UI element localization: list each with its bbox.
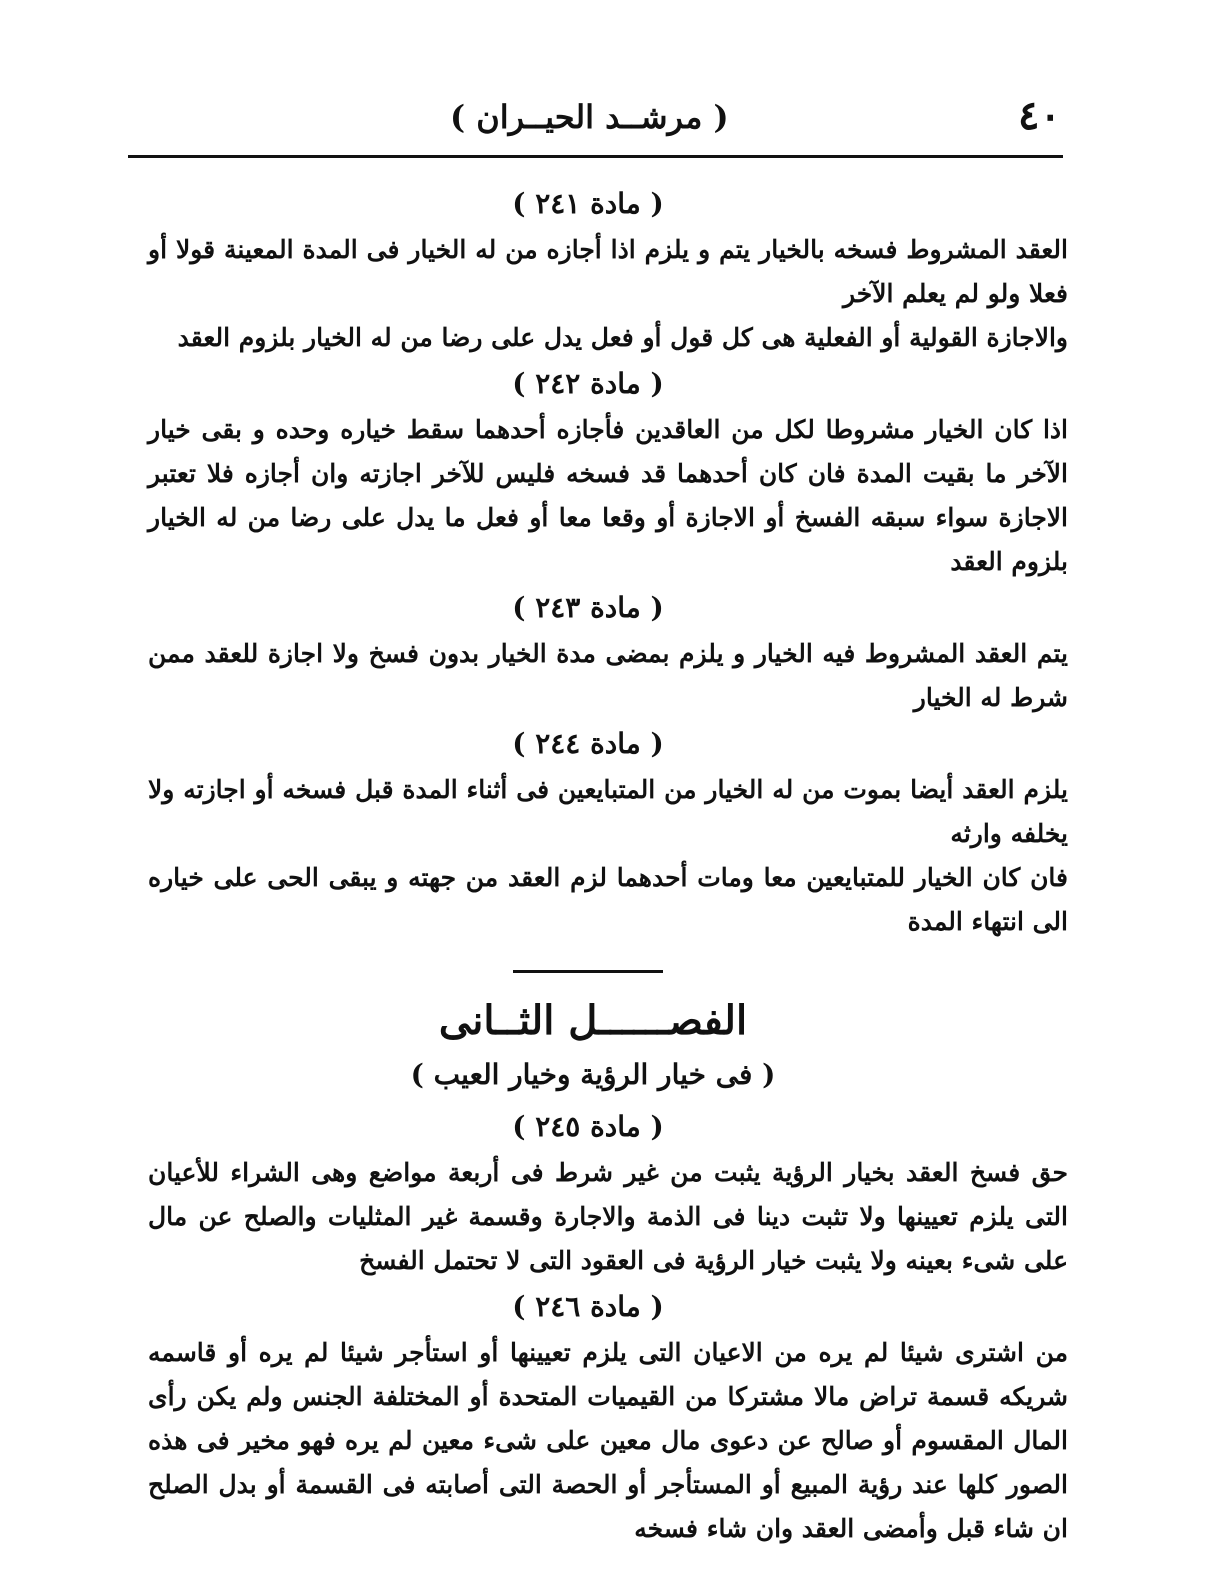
article-heading: ( مادة ٢٤٣ ) xyxy=(512,591,664,624)
article-heading: ( مادة ٢٤٤ ) xyxy=(512,727,664,760)
article-text xyxy=(148,1331,1068,1551)
article-241 xyxy=(148,182,1068,360)
article-242 xyxy=(148,362,1068,584)
paragraph: العقد المشروط فسخه بالخيار يتم و يلزم اذا أجازه من له الخيار فى المدة المعينة قولا أو فعلا ولو لم يعلم الآخر xyxy=(148,235,1068,308)
article-text xyxy=(148,768,1068,944)
page-number: ٤٠ xyxy=(1018,92,1061,139)
article-heading: ( مادة ٢٤١ ) xyxy=(512,187,664,220)
article-text xyxy=(148,408,1068,584)
running-title: ( مرشــد الحيــران ) xyxy=(450,98,729,136)
running-header xyxy=(128,92,1061,152)
chapter-subtitle: ( فى خيار الرؤية وخيار العيب ) xyxy=(410,1058,776,1091)
chapter-title: الفصــــــل الثــانى xyxy=(438,997,748,1044)
article-heading: ( مادة ٢٤٢ ) xyxy=(512,367,664,400)
article-244 xyxy=(148,722,1068,944)
paragraph: والاجازة القولية أو الفعلية هى كل قول أو فعل يدل على رضا من له الخيار بلزوم العقد xyxy=(177,323,1068,352)
article-246 xyxy=(148,1285,1068,1551)
article-text xyxy=(148,632,1068,720)
article-heading: ( مادة ٢٤٦ ) xyxy=(512,1290,664,1323)
paragraph: يتم العقد المشروط فيه الخيار و يلزم بمضى مدة الخيار بدون فسخ ولا اجازة للعقد ممن شرط له الخيار xyxy=(148,639,1068,712)
header-rule xyxy=(128,155,1063,158)
paragraph: حق فسخ العقد بخيار الرؤية يثبت من غير شرط فى أربعة مواضع وهى الشراء للأعيان التى يلزم تعيينها ولا تثبت دينا فى الذمة والاجارة وقسمة غير المثليات والصلح عن مال على شىء بعينه ولا يثبت خيار الرؤية فى العقود التى لا تحتمل الفسخ xyxy=(148,1158,1068,1275)
article-heading: ( مادة ٢٤٥ ) xyxy=(512,1110,664,1143)
article-text xyxy=(148,1151,1068,1283)
section-divider xyxy=(513,970,663,973)
article-243 xyxy=(148,586,1068,720)
paragraph: من اشترى شيئا لم يره من الاعيان التى يلزم تعيينها أو استأجر شيئا لم يره أو قاسمه شريكه قسمة تراض مالا مشتركا من القيميات المتحدة أو المختلفة الجنس ولم يكن رأى المال المقسوم أو صالح عن دعوى مال معين على شىء معين لم يره فهو مخير فى هذه الصور كلها عند رؤية المبيع أو المستأجر أو الحصة التى أصابته فى القسمة أو بدل الصلح ان شاء قبل وأمضى العقد وان شاء فسخه xyxy=(148,1338,1068,1543)
article-text xyxy=(148,228,1068,360)
body-text xyxy=(148,180,1068,1551)
paragraph: يلزم العقد أيضا بموت من له الخيار من المتبايعين فى أثناء المدة قبل فسخه أو اجازته ولا يخلفه وارثه xyxy=(148,775,1068,848)
article-245 xyxy=(148,1105,1068,1283)
paragraph: فان كان الخيار للمتبايعين معا ومات أحدهما لزم العقد من جهته و يبقى الحى على خياره الى انتهاء المدة xyxy=(148,863,1068,936)
paragraph: اذا كان الخيار مشروطا لكل من العاقدين فأجازه أحدهما سقط خياره وحده و بقى خيار الآخر ما بقيت المدة فان كان أحدهما قد فسخه فليس للآخر اجازته وان أجازه فلا تعتبر الاجازة سواء سبقه الفسخ أو الاجازة أو وقعا معا أو فعل ما يدل على رضا من له الخيار بلزوم العقد xyxy=(148,415,1068,576)
